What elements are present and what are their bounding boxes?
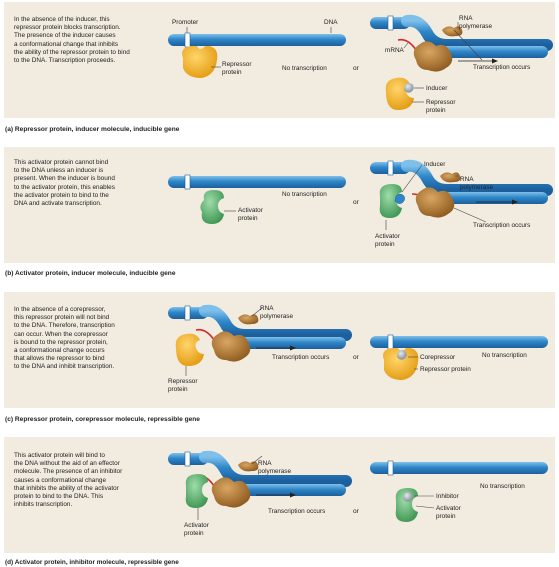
inducer-molecule: [395, 194, 405, 204]
inhibitor-label: Inhibitor: [436, 493, 459, 500]
rna-polymerase-label: RNA polymerase: [260, 305, 294, 320]
activator-protein-label-2: Activator protein: [375, 233, 400, 248]
panel-a-caption: (a) Repressor protein, inducer molecule, inducible gene: [5, 126, 180, 133]
transcription-occurs-label: Transcription occurs: [473, 64, 531, 71]
corepressor-label: Corepressor: [420, 354, 456, 361]
dna-strand: [168, 33, 346, 47]
activator-protein-label-2: Activator protein: [436, 505, 461, 520]
repressor-protein-label-2: Repressor protein: [420, 366, 471, 373]
panel-d-caption: (d) Activator protein, inhibitor molecule, repressible gene: [5, 559, 179, 566]
panel-a-description: In the absence of the inducer, this repressor protein blocks transcription. The presence of the inducer causes a conformational change that inhibits the ability of the repressor protein to bind to the DNA. Transcription proceeds.: [14, 16, 130, 65]
activator-protein-shape: [186, 474, 208, 508]
repressor-protein-shape: [176, 334, 204, 366]
dna-strand: [370, 335, 548, 349]
repressor-protein-shape: [386, 78, 414, 110]
activator-protein-label: Activator protein: [238, 207, 263, 222]
dna-strand: [168, 175, 346, 189]
repressor-protein-shape: [182, 46, 217, 78]
transcription-occurs-label: Transcription occurs: [272, 354, 330, 361]
or-label: or: [353, 354, 359, 361]
dna-strand: [370, 461, 548, 475]
repressor-protein-label: Repressor protein: [222, 61, 252, 76]
rna-polymerase-label: RNA polymerase: [459, 15, 493, 30]
panel-c-description: In the absence of a corepressor, this repressor protein will not bind to the DNA. Therefore, transcription can occur. When the corepressor is bound to the repressor protein, a conformational change occurs that allows the repressor to bind to the DNA and inhibit transcription.: [14, 306, 115, 371]
or-label: or: [353, 65, 359, 72]
activator-protein-shape: [200, 190, 224, 224]
inducer-label: Inducer: [424, 161, 446, 168]
no-transcription-label: No transcription: [482, 352, 527, 359]
rna-polymerase-label: RNA polymerase: [460, 176, 494, 191]
no-transcription-label: No transcription: [282, 65, 327, 72]
panel-b-description: This activator protein cannot bind to the DNA unless an inducer is present. When the inducer is bound to the activator protein, this enables the activator protein to bind to the DNA and activate transcription.: [14, 159, 115, 208]
rna-polymerase-label: RNA polymerase: [258, 460, 292, 475]
no-transcription-label: No transcription: [282, 191, 327, 198]
panel-c-caption: (c) Repressor protein, corepressor molecule, repressible gene: [5, 416, 200, 423]
repressor-protein-label-2: Repressor protein: [426, 99, 456, 114]
promoter-label: Promoter: [172, 19, 199, 26]
transcription-occurs-label: Transcription occurs: [268, 508, 326, 515]
repressor-protein-label: Repressor protein: [168, 378, 198, 393]
inducer-label: Inducer: [426, 85, 448, 92]
panel-d-description: This activator protein will bind to the DNA without the aid of an effector molecule. The presence of an inhibitor causes a conformational change that inhibits the ability of the activator protein to bind to the DNA. This inhibits transcription.: [14, 452, 123, 509]
mrna-label: mRNA: [385, 47, 404, 54]
dna-label: DNA: [324, 19, 338, 26]
or-label: or: [353, 508, 359, 515]
or-label: or: [353, 199, 359, 206]
panel-b-caption: (b) Activator protein, inducer molecule, inducible gene: [5, 270, 176, 277]
activator-protein-label: Activator protein: [184, 522, 209, 537]
no-transcription-label: No transcription: [480, 483, 525, 490]
transcription-occurs-label: Transcription occurs: [473, 222, 531, 229]
